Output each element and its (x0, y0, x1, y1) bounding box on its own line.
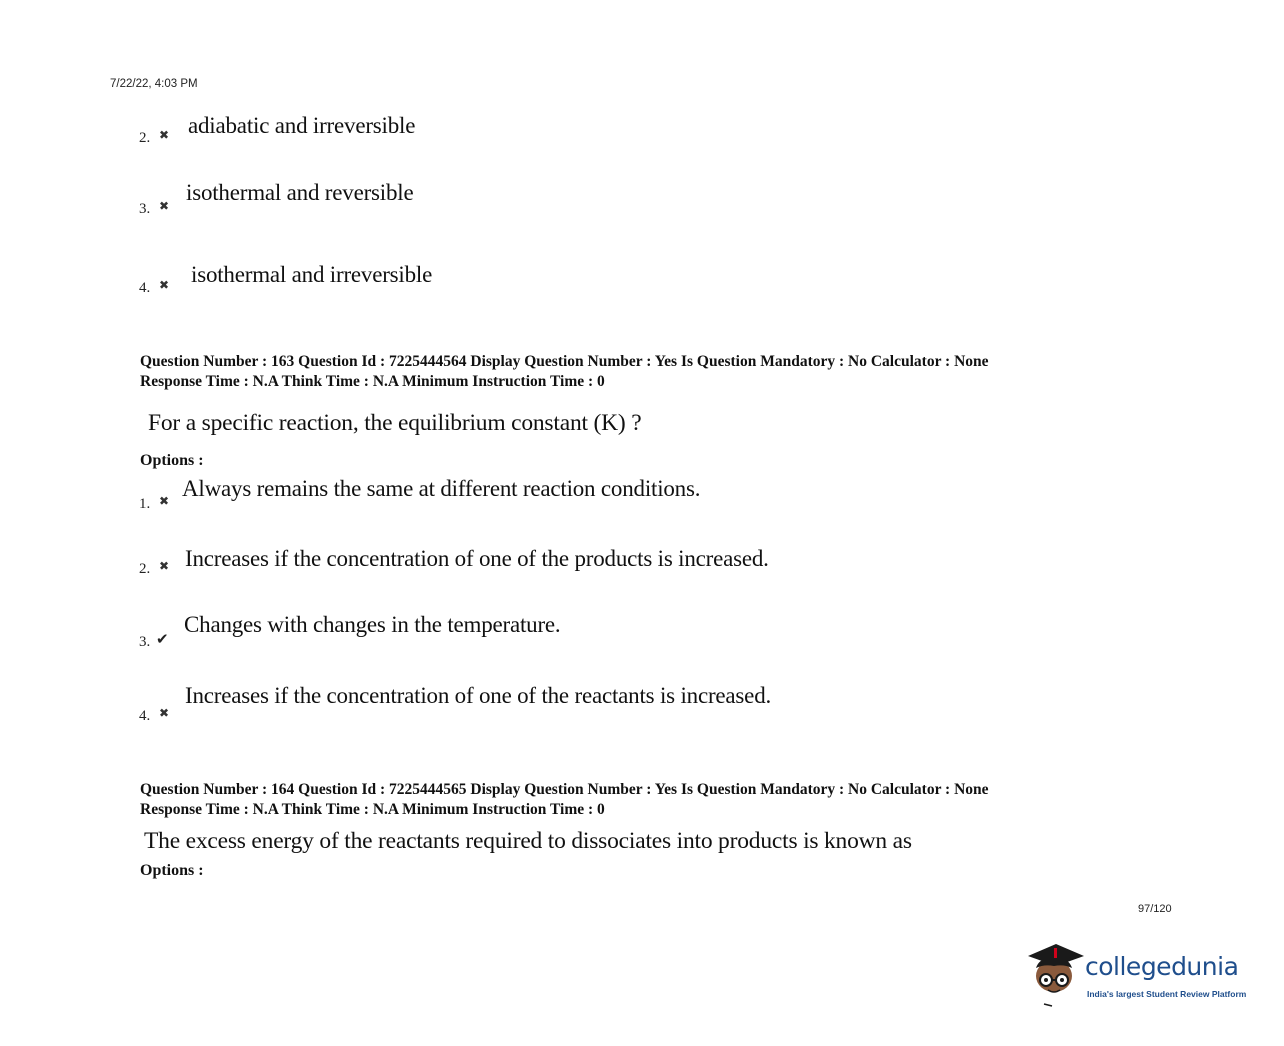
option-text: isothermal and irreversible (191, 262, 433, 287)
option-number: 1. (139, 496, 151, 512)
question-meta-line: Response Time : N.A Think Time : N.A Minimum Instruction Time : 0 (140, 801, 605, 818)
question-meta-line: Question Number : 163 Question Id : 7225444564 Display Question Number : Yes Is Question Mandatory : No Calculator : None (140, 353, 989, 370)
option-number: 2. (139, 130, 151, 146)
option-text: Changes with changes in the temperature. (184, 612, 561, 637)
page-number: 97/120 (1138, 903, 1172, 915)
cross-icon: ✖ (159, 128, 170, 142)
option-text: adiabatic and irreversible (188, 113, 416, 138)
question-text: For a specific reaction, the equilibrium constant (K) ? (148, 410, 642, 436)
option-number: 4. (139, 280, 151, 296)
mascot-logo-icon (1024, 938, 1088, 1010)
print-timestamp: 7/22/22, 4:03 PM (110, 78, 198, 90)
question-meta-line: Question Number : 164 Question Id : 7225444565 Display Question Number : Yes Is Question Mandatory : No Calculator : None (140, 781, 989, 798)
checkmark-icon: ✔ (156, 630, 169, 648)
cross-icon: ✖ (159, 559, 170, 573)
brand-logo-text: collegedunia (1085, 952, 1239, 981)
option-number: 2. (139, 561, 151, 577)
cross-icon: ✖ (159, 706, 170, 720)
option-text: Always remains the same at different reaction conditions. (182, 476, 701, 501)
options-label: Options : (140, 452, 204, 469)
option-text: isothermal and reversible (186, 180, 414, 205)
question-text: The excess energy of the reactants required to dissociates into products is known as (144, 828, 912, 854)
options-label: Options : (140, 862, 204, 879)
cross-icon: ✖ (159, 199, 170, 213)
question-meta-line: Response Time : N.A Think Time : N.A Minimum Instruction Time : 0 (140, 373, 605, 390)
cross-icon: ✖ (159, 494, 170, 508)
option-text: Increases if the concentration of one of the products is increased. (185, 546, 769, 571)
option-number: 4. (139, 708, 151, 724)
option-number: 3. (139, 201, 151, 217)
cross-icon: ✖ (159, 278, 170, 292)
brand-tagline: India's largest Student Review Platform (1087, 989, 1247, 999)
option-text: Increases if the concentration of one of the reactants is increased. (185, 683, 772, 708)
option-number: 3. (139, 634, 151, 650)
